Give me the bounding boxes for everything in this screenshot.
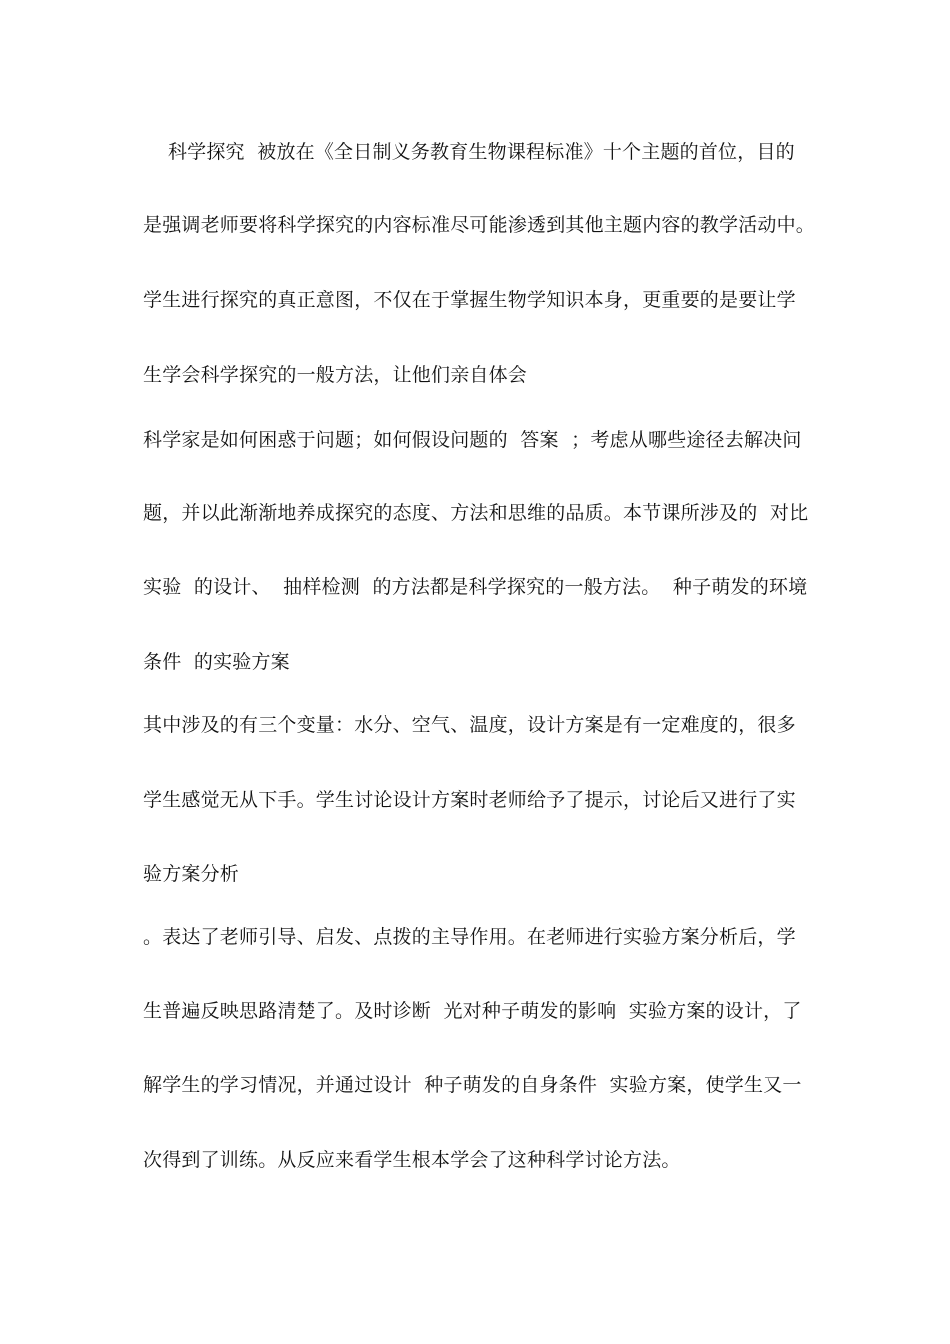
text-line: 次得到了训练。从反应来看学生根本学会了这种科学讨论方法。 (143, 1149, 681, 1171)
text-line: 学生感觉无从下手。学生讨论设计方案时老师给予了提示，讨论后又进行了实 (143, 789, 796, 811)
text-line: 实验 的设计、 抽样检测 的方法都是科学探究的一般方法。 种子萌发的环境 (143, 576, 808, 598)
text-line: 验方案分析 (143, 863, 240, 885)
text-line: 科学家是如何困惑于问题；如何假设问题的 答案 ；考虑从哪些途径去解决问 (143, 429, 802, 451)
text-line: 生学会科学探究的一般方法，让他们亲自体会 (143, 364, 528, 386)
text-line: 题，并以此渐渐地养成探究的态度、方法和思维的品质。本节课所涉及的 对比 (143, 502, 809, 524)
text-line: 其中涉及的有三个变量：水分、空气、温度，设计方案是有一定难度的，很多 (143, 714, 796, 736)
text-line: 解学生的学习情况，并通过设计 种子萌发的自身条件 实验方案，使学生又一 (143, 1074, 802, 1096)
text-line: 。表达了老师引导、启发、点拨的主导作用。在老师进行实验方案分析后，学 (143, 926, 796, 948)
text-line: 条件 的实验方案 (143, 651, 290, 673)
text-line: 科学探究 被放在《全日制义务教育生物课程标准》十个主题的首位，目的 (143, 141, 795, 163)
text-line: 生普遍反映思路清楚了。及时诊断 光对种子萌发的影响 实验方案的设计，了 (143, 1000, 802, 1022)
text-line: 是强调老师要将科学探究的内容标准尽可能渗透到其他主题内容的教学活动中。 (143, 214, 816, 236)
text-line: 学生进行探究的真正意图，不仅在于掌握生物学知识本身，更重要的是要让学 (143, 289, 796, 311)
